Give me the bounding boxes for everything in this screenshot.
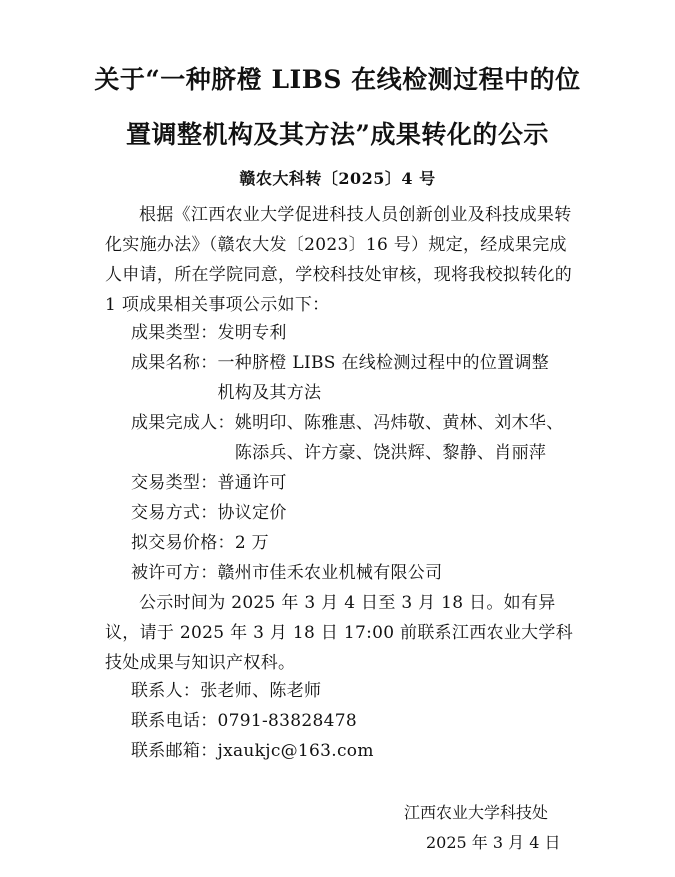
field-trade-type-label: 交易类型：	[131, 473, 218, 493]
intro-paragraph: 根据《江西农业大学促进科技人员创新创业及科技成果转化实施办法》（赣农大发〔2023〕16 号）规定，经成果完成人申请，所在学院同意，学校科技处审核，现将我校拟转化的 1 项成果相关事项公示如下：	[105, 205, 573, 315]
field-price-value: 2 万	[234, 533, 269, 553]
field-people-label: 成果完成人：	[131, 413, 235, 433]
field-licensee-value: 赣州市佳禾农业机械有限公司	[217, 563, 443, 583]
field-price-label: 拟交易价格：	[131, 533, 235, 553]
field-licensee	[131, 558, 442, 588]
field-people-line-1: 姚明印、陈雅惠、冯炜敬、黄林、刘木华、	[234, 413, 564, 433]
field-type-label: 成果类型：	[131, 323, 218, 343]
contact-person-value: 张老师、陈老师	[200, 681, 322, 701]
field-trade-type	[131, 468, 287, 498]
contact-email	[131, 736, 374, 766]
field-name-value	[218, 348, 550, 408]
field-people-value	[235, 408, 564, 468]
field-name-line-2: 机构及其方法	[217, 383, 322, 403]
field-licensee-label: 被许可方：	[131, 563, 218, 583]
field-trade-mode	[131, 498, 287, 528]
signature-date: 2025 年 3 月 4 日	[426, 833, 561, 852]
field-name	[131, 348, 549, 408]
title-line-1: 关于“一种脐橙 LIBS 在线检测过程中的位	[94, 65, 581, 94]
contact-person	[131, 676, 321, 706]
contact-email-label: 联系邮箱：	[131, 741, 218, 761]
notice-paragraph: 公示时间为 2025 年 3 月 4 日至 3 月 18 日。如有异议，请于 2025 年 3 月 18 日 17:00 前联系江西农业大学科技处成果与知识产权科。	[105, 593, 574, 673]
field-trade-mode-value: 协议定价	[217, 503, 287, 523]
field-trade-type-value: 普通许可	[217, 473, 287, 493]
document-number: 赣农大科转〔2025〕4 号	[239, 169, 436, 188]
field-trade-mode-label: 交易方式：	[131, 503, 218, 523]
field-price	[131, 528, 269, 558]
field-people	[131, 408, 564, 468]
contact-phone-value: 0791-83828478	[217, 711, 357, 731]
contact-person-label: 联系人：	[131, 681, 201, 701]
field-people-line-2: 陈添兵、许方豪、饶洪辉、黎静、肖丽萍	[234, 443, 547, 463]
signature-org: 江西农业大学科技处	[404, 803, 549, 822]
field-type-value: 发明专利	[217, 323, 287, 343]
field-name-label: 成果名称：	[131, 353, 218, 373]
title-line-2: 置调整机构及其方法”成果转化的公示	[126, 120, 549, 149]
contact-phone	[131, 706, 357, 736]
contact-phone-label: 联系电话：	[131, 711, 218, 731]
field-name-line-1: 一种脐橙 LIBS 在线检测过程中的位置调整	[217, 353, 550, 373]
contact-email-value: jxaukjc@163.com	[217, 741, 374, 761]
field-type	[131, 318, 287, 348]
